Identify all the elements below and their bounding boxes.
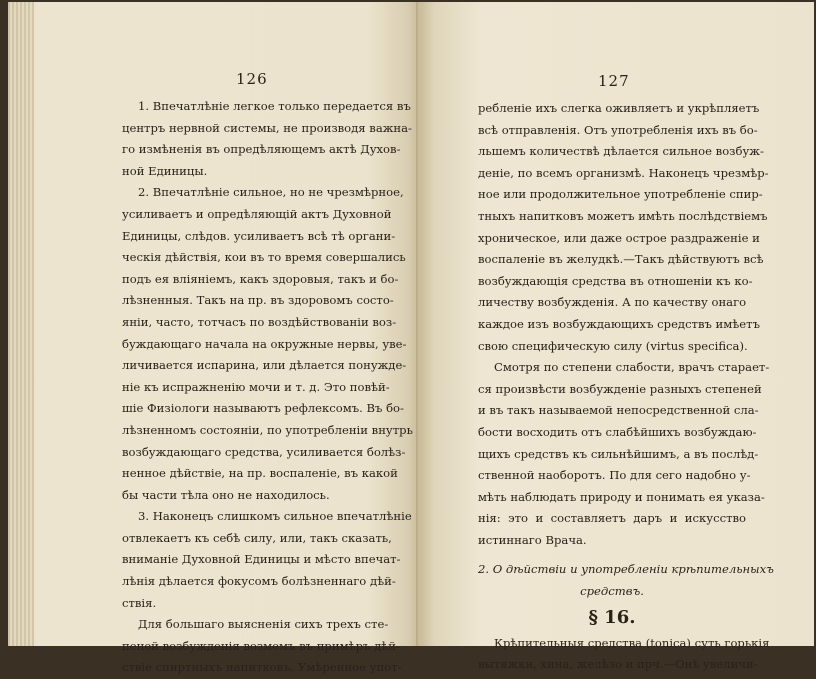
text-line: мѣть наблюдать природу и понимать ея указа-	[478, 489, 765, 504]
text-line: личеству возбужденія. А по качеству онаго	[478, 295, 747, 310]
text-line: шіе Физіологи называютъ рефлексомъ. Въ бо-	[122, 401, 404, 416]
text-line: щихъ средствъ къ сильнѣйшимъ, а въ послѣд-	[478, 446, 759, 461]
text-line: лѣнія дѣлается фокусомъ болѣзненнаго дѣй-	[122, 574, 396, 589]
text-line: хроническое, или даже острое раздраженіе и	[478, 230, 760, 245]
text-line: бости восходить отъ слабѣйшихъ возбуждаю-	[478, 424, 757, 439]
text-line: Для большаго выясненія сихъ трехъ сте-	[138, 617, 389, 632]
text-line: ческія дѣйствія, кои въ то время совершались	[122, 250, 406, 265]
text-line: каждое изъ возбуждающихъ средствъ имѣетъ	[478, 316, 760, 331]
section-heading: § 16.	[588, 606, 636, 628]
left-page-text	[122, 96, 413, 679]
text-line: 1. Впечатлѣніе легкое только передается въ	[138, 99, 411, 113]
text-line: центръ нервной системы, не производя важна-	[122, 120, 412, 135]
text-line: свою специфическую силу (virtus specifica).	[478, 338, 748, 353]
text-line: лѣзненныя. Такъ на пр. въ здоровомъ состо-	[122, 293, 394, 308]
page-number-left: 126	[236, 70, 268, 88]
text-line: ребленіе ихъ слегка оживляетъ и укрѣпляетъ	[478, 101, 760, 115]
text-line: льшемъ количествѣ дѣлается сильное возбуж-	[478, 144, 764, 159]
text-line: воспаленіе въ желудкѣ.—Такъ дѣйствуютъ всѣ	[478, 252, 764, 267]
text-line: подъ ея вліяніемъ, какъ здоровыя, такъ и бо-	[122, 271, 399, 286]
text-line: пеней возбужденія возмемъ въ примѣръ дѣй-	[122, 638, 400, 653]
text-line	[478, 551, 746, 559]
text-line: ствія.	[122, 595, 157, 610]
text-line: личивается испарина, или дѣлается понужде-	[122, 358, 407, 373]
text-line: возбуждающаго средства, усиливается болѣз-	[122, 444, 406, 459]
subsection-heading: 2. О дѣйствіи и употребленіи крѣпительныхъ	[478, 562, 774, 577]
text-line: ніе къ испражненію мочи и т. д. Это повѣй-	[122, 379, 390, 394]
text-line: отвлекаетъ къ себѣ силу, или, такъ сказать,	[122, 530, 392, 545]
text-line: яніи, часто, тотчасъ по воздѣйствованіи воз-	[122, 314, 397, 329]
text-line: 3. Наконецъ слишкомъ сильное впечатлѣніе	[138, 509, 412, 524]
text-line: ной Единицы.	[122, 163, 208, 178]
subsection-heading: средствъ.	[580, 584, 644, 599]
text-line: ся произвѣсти возбужденіе разныхъ степеней	[478, 381, 762, 396]
text-line: ствіе спиртныхъ напитковъ. Умѣренное упот-	[122, 660, 402, 675]
text-line: буждающаго начала на окружные нервы, уве-	[122, 336, 407, 351]
left-page	[8, 2, 420, 675]
text-line: Крѣпительныя средства (tonica) суть горькія	[494, 635, 770, 650]
text-line: возбуждающія средства въ отношеніи къ ко-	[478, 273, 753, 288]
text-line: усиливаетъ и опредѣляющій актъ Духовной	[122, 206, 392, 221]
text-line: бы части тѣла оно не находилось.	[122, 487, 330, 502]
text-line: всѣ отправленія. Отъ употребленія ихъ въ бо-	[478, 122, 758, 137]
right-page-text	[478, 98, 774, 676]
page-number-right: 127	[598, 72, 630, 90]
text-line: тныхъ напитковъ можетъ имѣть послѣдствіемъ	[478, 208, 768, 223]
text-line: го измѣненія въ опредѣляющемъ актѣ Духов-	[122, 142, 401, 157]
page-edges	[8, 2, 34, 646]
text-line: Единицы, слѣдов. усиливаетъ всѣ тѣ органи-	[122, 228, 396, 243]
text-line: нія: это и составляетъ даръ и искусство	[478, 511, 746, 526]
text-line: и въ такъ называемой непосредственной сла-	[478, 403, 759, 418]
text-line: деніе, по всемъ организмѣ. Наконецъ чрезмѣр-	[478, 165, 769, 180]
text-line: вытяжки, хина, желѣзо и прч.—Онѣ увеличи-	[478, 657, 758, 672]
open-book	[8, 2, 814, 675]
text-line: лѣзненномъ состояніи, по употребленіи внутрь	[122, 422, 413, 437]
text-line: истиннаго Врача.	[478, 532, 587, 547]
text-line: ственной наоборотъ. По для сего надобно у-	[478, 468, 751, 483]
text-line: Смотря по степени слабости, врачъ старает-	[494, 360, 770, 375]
text-line: 2. Впечатлѣніе сильное, но не чрезмѣрное,	[138, 185, 404, 200]
text-line: ное или продолжительное употребленіе спир-	[478, 187, 763, 202]
text-line: вниманіе Духовной Единицы и мѣсто впечат-	[122, 552, 401, 567]
text-line: ненное дѣйствіе, на пр. воспаленіе, въ какой	[122, 466, 398, 481]
right-page	[420, 2, 814, 672]
